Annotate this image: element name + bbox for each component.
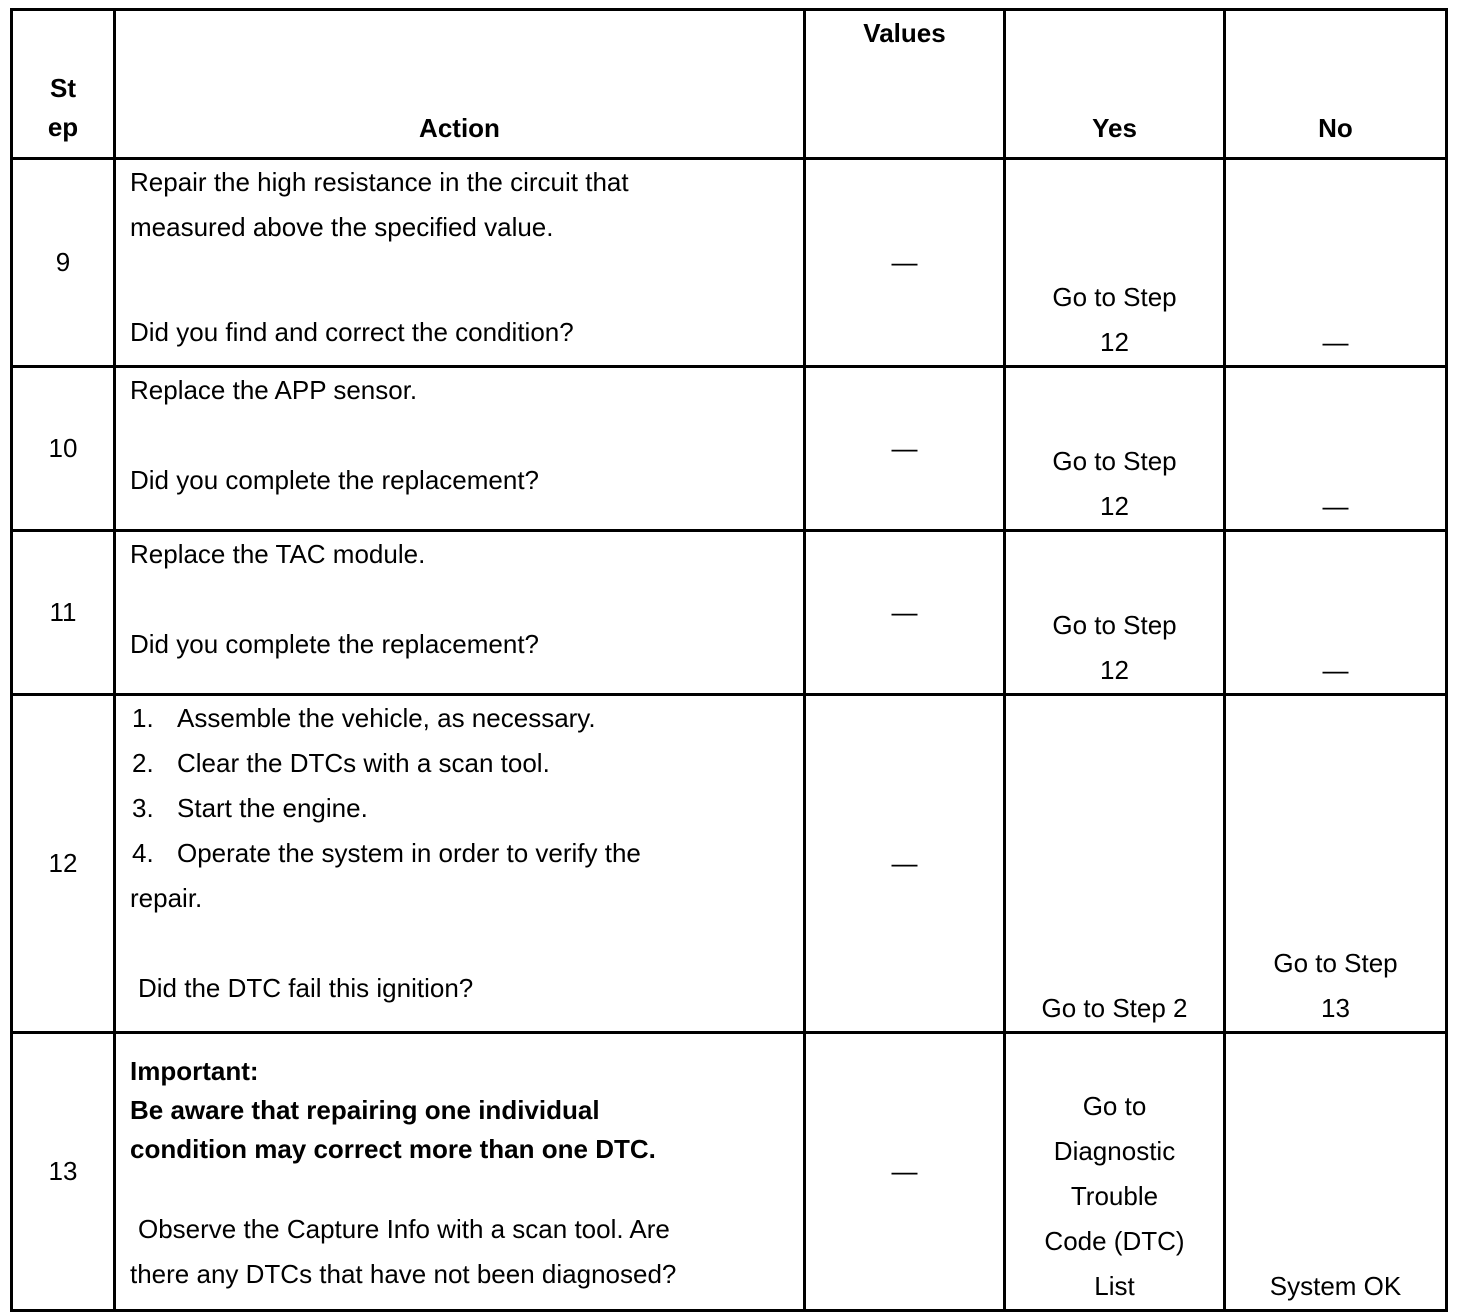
no-line: —: [1322, 327, 1349, 357]
no-cell: [1225, 159, 1447, 367]
action-line: Repair the high resistance in the circuit that: [130, 167, 629, 197]
action-cell: [115, 531, 805, 695]
important-label: Important:: [130, 1056, 259, 1086]
diagnostic-table: [10, 8, 1448, 1312]
no-line: —: [1322, 491, 1349, 521]
table-row: [12, 367, 1447, 531]
value-cell: —: [805, 367, 1005, 531]
action-line: Replace the TAC module.: [130, 539, 426, 569]
yes-line: Code (DTC): [1044, 1226, 1185, 1256]
value-cell: —: [805, 159, 1005, 367]
header-yes: Yes: [1005, 10, 1225, 159]
action-cell: [115, 367, 805, 531]
list-number: 4.: [132, 838, 154, 868]
step-number: 11: [12, 531, 115, 695]
list-text: Clear the DTCs with a scan tool.: [177, 748, 550, 778]
yes-line: Go to Step: [1052, 610, 1177, 640]
yes-line: Go to Step 2: [1041, 993, 1188, 1023]
action-question: Did you complete the replacement?: [130, 629, 540, 659]
action-question: Did you find and correct the condition?: [130, 317, 574, 347]
yes-line: List: [1094, 1271, 1135, 1301]
yes-line: 12: [1100, 655, 1129, 685]
list-continuation: repair.: [130, 883, 203, 913]
yes-cell: [1005, 1033, 1225, 1311]
yes-line: 12: [1100, 327, 1129, 357]
no-line: System OK: [1269, 1271, 1402, 1301]
yes-line: Go to: [1082, 1091, 1147, 1121]
important-line: Be aware that repairing one individual: [130, 1095, 600, 1125]
value-cell: —: [805, 531, 1005, 695]
step-number: 10: [12, 367, 115, 531]
table-row: [12, 159, 1447, 367]
no-line: Go to Step: [1273, 948, 1398, 978]
action-question: there any DTCs that have not been diagnosed?: [130, 1259, 677, 1289]
step-number: 12: [12, 695, 115, 1033]
header-row: [12, 10, 1447, 159]
list-item: [130, 696, 789, 741]
list-text: Assemble the vehicle, as necessary.: [177, 703, 596, 733]
list-item: [130, 741, 789, 786]
no-cell: [1225, 531, 1447, 695]
value-cell: —: [805, 1033, 1005, 1311]
list-number: 2.: [132, 748, 154, 778]
header-step: St ep: [12, 10, 115, 159]
yes-line: Go to Step: [1052, 282, 1177, 312]
action-cell: [115, 159, 805, 367]
no-line: 13: [1321, 993, 1350, 1023]
list-item: [130, 786, 789, 831]
action-line: Replace the APP sensor.: [130, 375, 418, 405]
action-question: Did the DTC fail this ignition?: [138, 973, 474, 1003]
yes-line: Trouble: [1070, 1181, 1159, 1211]
table-row: [12, 1033, 1447, 1311]
yes-cell: [1005, 367, 1225, 531]
yes-line: Go to Step: [1052, 446, 1177, 476]
list-number: 1.: [132, 703, 154, 733]
list-item: [130, 831, 789, 876]
yes-cell: [1005, 159, 1225, 367]
step-number: 13: [12, 1033, 115, 1311]
no-cell: [1225, 695, 1447, 1033]
action-cell: [115, 1033, 805, 1311]
procedure-list: [130, 696, 789, 876]
action-question: Observe the Capture Info with a scan tool. Are: [138, 1214, 670, 1244]
yes-line: Diagnostic: [1053, 1136, 1176, 1166]
header-values: Values: [805, 10, 1005, 159]
value-cell: —: [805, 695, 1005, 1033]
yes-cell: [1005, 695, 1225, 1033]
list-number: 3.: [132, 793, 154, 823]
header-no: No: [1225, 10, 1447, 159]
yes-line: 12: [1100, 491, 1129, 521]
table-row: [12, 695, 1447, 1033]
list-text: Start the engine.: [177, 793, 368, 823]
no-line: —: [1322, 655, 1349, 685]
action-cell: [115, 695, 805, 1033]
no-cell: [1225, 367, 1447, 531]
action-line: measured above the specified value.: [130, 212, 554, 242]
step-number: 9: [12, 159, 115, 367]
header-action: Action: [115, 10, 805, 159]
action-question: Did you complete the replacement?: [130, 465, 540, 495]
important-line: condition may correct more than one DTC.: [130, 1134, 656, 1164]
yes-cell: [1005, 531, 1225, 695]
list-text: Operate the system in order to verify the: [177, 838, 641, 868]
no-cell: [1225, 1033, 1447, 1311]
table-row: [12, 531, 1447, 695]
